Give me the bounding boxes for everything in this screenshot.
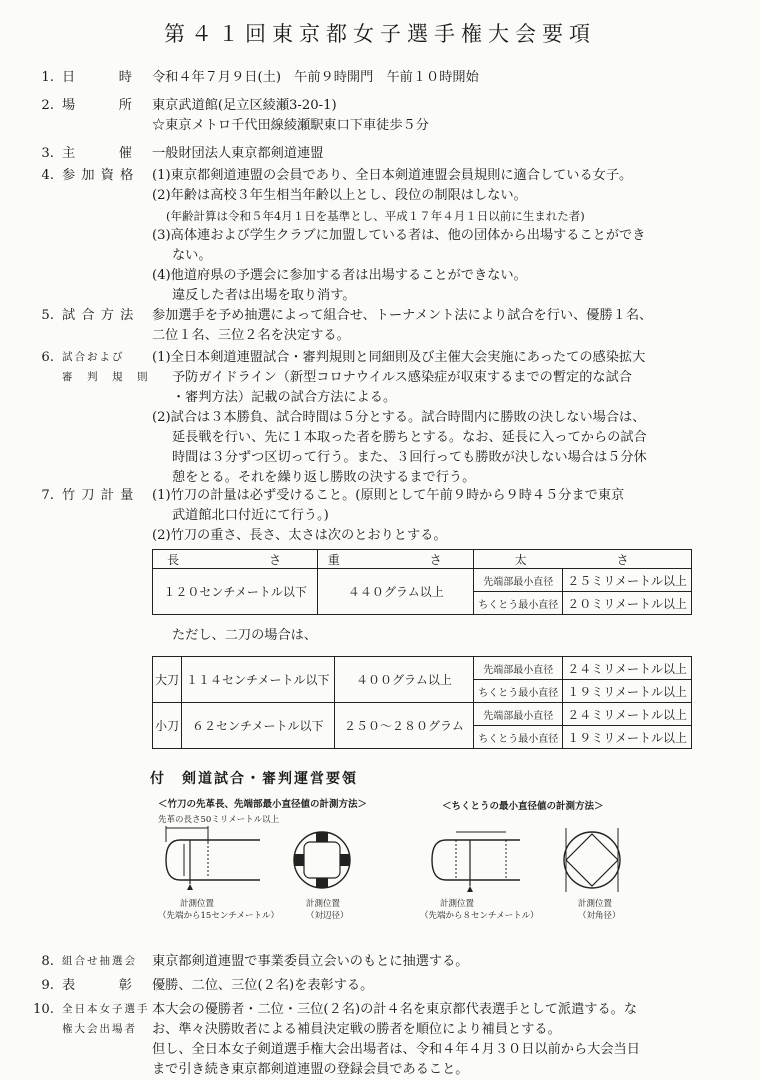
section-number: 1. (41, 70, 54, 85)
chikutou-diagram (420, 818, 650, 898)
section-text: 予防ガイドライン（新型コロナウイルス感染症が収束するまでの暫定的な試合 (172, 370, 632, 385)
table-header: 太 さ (474, 550, 692, 569)
measure-point-sub: （先端から８センチメートル） (420, 911, 539, 921)
section-venue (28, 96, 738, 136)
section-text: 憩をとる。それを繰り返し勝敗の決するまで行う。 (172, 470, 476, 485)
section-text: 東京都剣道連盟で事業委員立会いのもとに抽選する。 (152, 954, 469, 969)
table-cell: ２０ミリメートル以上 (563, 592, 692, 615)
section-text: 優勝、二位、三位(２名)を表彰する。 (152, 978, 374, 993)
measure-point-label: 計測位置 (180, 899, 215, 909)
section-label: 場 所 (62, 98, 133, 113)
page-title: 第４１回東京都女子選手権大会要項 (164, 22, 596, 46)
section-number: 7. (41, 488, 54, 503)
table-header: 重 さ (318, 550, 474, 569)
section-label: 全日本女子選手 (62, 1003, 150, 1015)
section-label: 日 時 (62, 70, 133, 85)
section-text: まで引き続き東京都剣道連盟の登録会員であること。 (152, 1062, 469, 1077)
section-text: (2)竹刀の重さ、長さ、太さは次のとおりとする。 (152, 528, 447, 543)
section-awards (28, 976, 738, 996)
table-cell: ２４ミリメートル以上 (563, 657, 692, 680)
section-text: 参加選手を予め抽選によって組合せ、トーナメント法により試合を行い、優勝１名、 (152, 308, 653, 323)
table-cell: 先端部最小直径 (474, 569, 563, 592)
measure-position-label: 計測位置 (306, 899, 341, 909)
table-cell: ちくとう最小直径 (474, 726, 563, 749)
section-date (28, 68, 738, 88)
section-text: 武道館北口付近にて行う。) (172, 508, 329, 523)
section-number: 3. (41, 146, 54, 161)
section-text: (2)年齢は高校３年生相当年齢以上とし、段位の制限はしない。 (152, 188, 527, 203)
section-label: 主 催 (62, 146, 133, 161)
section-text: 延長戦を行い、先に１本取った者を勝ちとする。なお、延長に入ってからの試合 (172, 430, 647, 445)
section-text: (4)他道府県の予選会に参加する者は出場することができない。 (152, 268, 527, 283)
section-number: 4. (41, 168, 54, 183)
section-eligibility (28, 166, 738, 306)
section-text: お、準々決勝敗者による補員決定戦の勝者を順位により補員とする。 (152, 1022, 561, 1037)
nitou-note: ただし、二刀の場合は、 (172, 628, 318, 643)
section-organizer (28, 144, 738, 164)
section-number: 8. (41, 954, 54, 969)
measure-position-sub: （対辺径） (306, 911, 349, 921)
section-text: 東京武道館(足立区綾瀬3-20-1) (152, 98, 337, 113)
section-label: 参 加 資 格 (62, 168, 135, 183)
table-cell: ６２センチメートル以下 (182, 703, 335, 749)
section-note: (年齢計算は令和５年4月１日を基準とし、平成１７年４月１日以前に生まれた者) (166, 209, 585, 223)
section-text: 二位１名、三位２名を決定する。 (152, 328, 350, 343)
section-text: (1)全日本剣道連盟試合・審判規則と同細則及び主催大会実施にあったての感染拡大 (152, 350, 646, 365)
section-text: ☆東京メトロ千代田線綾瀬駅東口下車徒歩５分 (152, 118, 429, 133)
section-label: 竹 刀 計 量 (62, 488, 135, 503)
section-number: 9. (41, 978, 54, 993)
table-cell: １９ミリメートル以上 (563, 726, 692, 749)
section-text: (1)竹刀の計量は必ず受けること。(原則として午前９時から９時４５分まで東京 (152, 488, 625, 503)
section-label: 権大会出場者 (62, 1023, 137, 1035)
section-rules (28, 348, 738, 488)
section-text: 違反した者は出場を取り消す。 (172, 288, 356, 303)
figure-caption: ＜ちくとうの最小直径値の計測方法＞ (442, 801, 604, 812)
table-cell: ちくとう最小直径 (474, 680, 563, 703)
table-cell: 小刀 (153, 703, 182, 749)
table-cell: ちくとう最小直径 (474, 592, 563, 615)
section-text: 本大会の優勝者・二位・三位(２名)の計４名を東京都代表選手として派遣する。な (152, 1002, 638, 1017)
section-number: 2. (41, 98, 54, 113)
section-text: 一般財団法人東京都剣道連盟 (152, 146, 324, 161)
table-cell: ２５ミリメートル以上 (563, 569, 692, 592)
section-number: 10. (33, 1002, 54, 1017)
section-label: 試合および (62, 351, 125, 363)
section-national-entrants (28, 1000, 738, 1080)
section-draw (28, 952, 738, 972)
section-label: 表 彰 (62, 978, 133, 993)
table-cell: 大刀 (153, 657, 182, 703)
section-label: 審 判 規 則 (62, 371, 150, 383)
measure-point-label: 計測位置 (440, 899, 475, 909)
section-shinai-weighing (28, 486, 738, 546)
section-number: 6. (41, 350, 54, 365)
section-text: (3)高体連および学生クラブに加盟している者は、他の団体から出場することができ (152, 228, 646, 243)
table-cell: 先端部最小直径 (474, 703, 563, 726)
section-text: ない。 (172, 248, 212, 263)
measure-position-label: 計測位置 (578, 899, 613, 909)
section-match-method (28, 306, 738, 346)
shinai-spec-table (152, 549, 692, 615)
table-cell: １１４センチメートル以下 (182, 657, 335, 703)
table-cell: １９ミリメートル以上 (563, 680, 692, 703)
table-cell: 先端部最小直径 (474, 657, 563, 680)
section-label: 試 合 方 法 (62, 308, 135, 323)
section-text: (2)試合は３本勝負、試合時間は５分とする。試合時間内に勝敗の決しない場合は、 (152, 410, 646, 425)
section-number: 5. (41, 308, 54, 323)
appendix-title: 付 剣道試合・審判運営要領 (150, 771, 358, 787)
section-label: 組合せ抽選会 (62, 955, 137, 967)
figure-dimension-label: 先革の長さ50ミリメートル以上 (158, 815, 280, 825)
nitou-spec-table (152, 656, 692, 749)
figure-caption: ＜竹刀の先革長、先端部最小直径値の計測方法＞ (158, 799, 368, 810)
table-header: 長 さ (153, 550, 318, 569)
section-text: 但し、全日本女子剣道選手権大会出場者は、令和４年４月３０日以前から大会当日 (152, 1042, 640, 1057)
section-text: 時間は３分ずつ区切って行う。また、３回行っても勝敗が決しない場合は５分休 (172, 450, 647, 465)
table-cell: ２４ミリメートル以上 (563, 703, 692, 726)
sakigawa-diagram (150, 818, 370, 898)
section-text: 令和４年７月９日(土) 午前９時開門 午前１０時開始 (152, 70, 479, 85)
section-text: (1)東京都剣道連盟の会員であり、全日本剣道連盟会員規則に適合している女子。 (152, 168, 633, 183)
table-cell: ２５０～２８０グラム (334, 703, 474, 749)
table-cell: ４４０グラム以上 (318, 569, 474, 615)
measure-position-sub: （対角径） (578, 911, 621, 921)
measure-point-sub: （先端から15センチメートル） (158, 911, 279, 921)
table-cell: ４００グラム以上 (334, 657, 474, 703)
section-text: ・審判方法）記載の試合方法による。 (172, 390, 397, 405)
table-cell: １２０センチメートル以下 (153, 569, 318, 615)
